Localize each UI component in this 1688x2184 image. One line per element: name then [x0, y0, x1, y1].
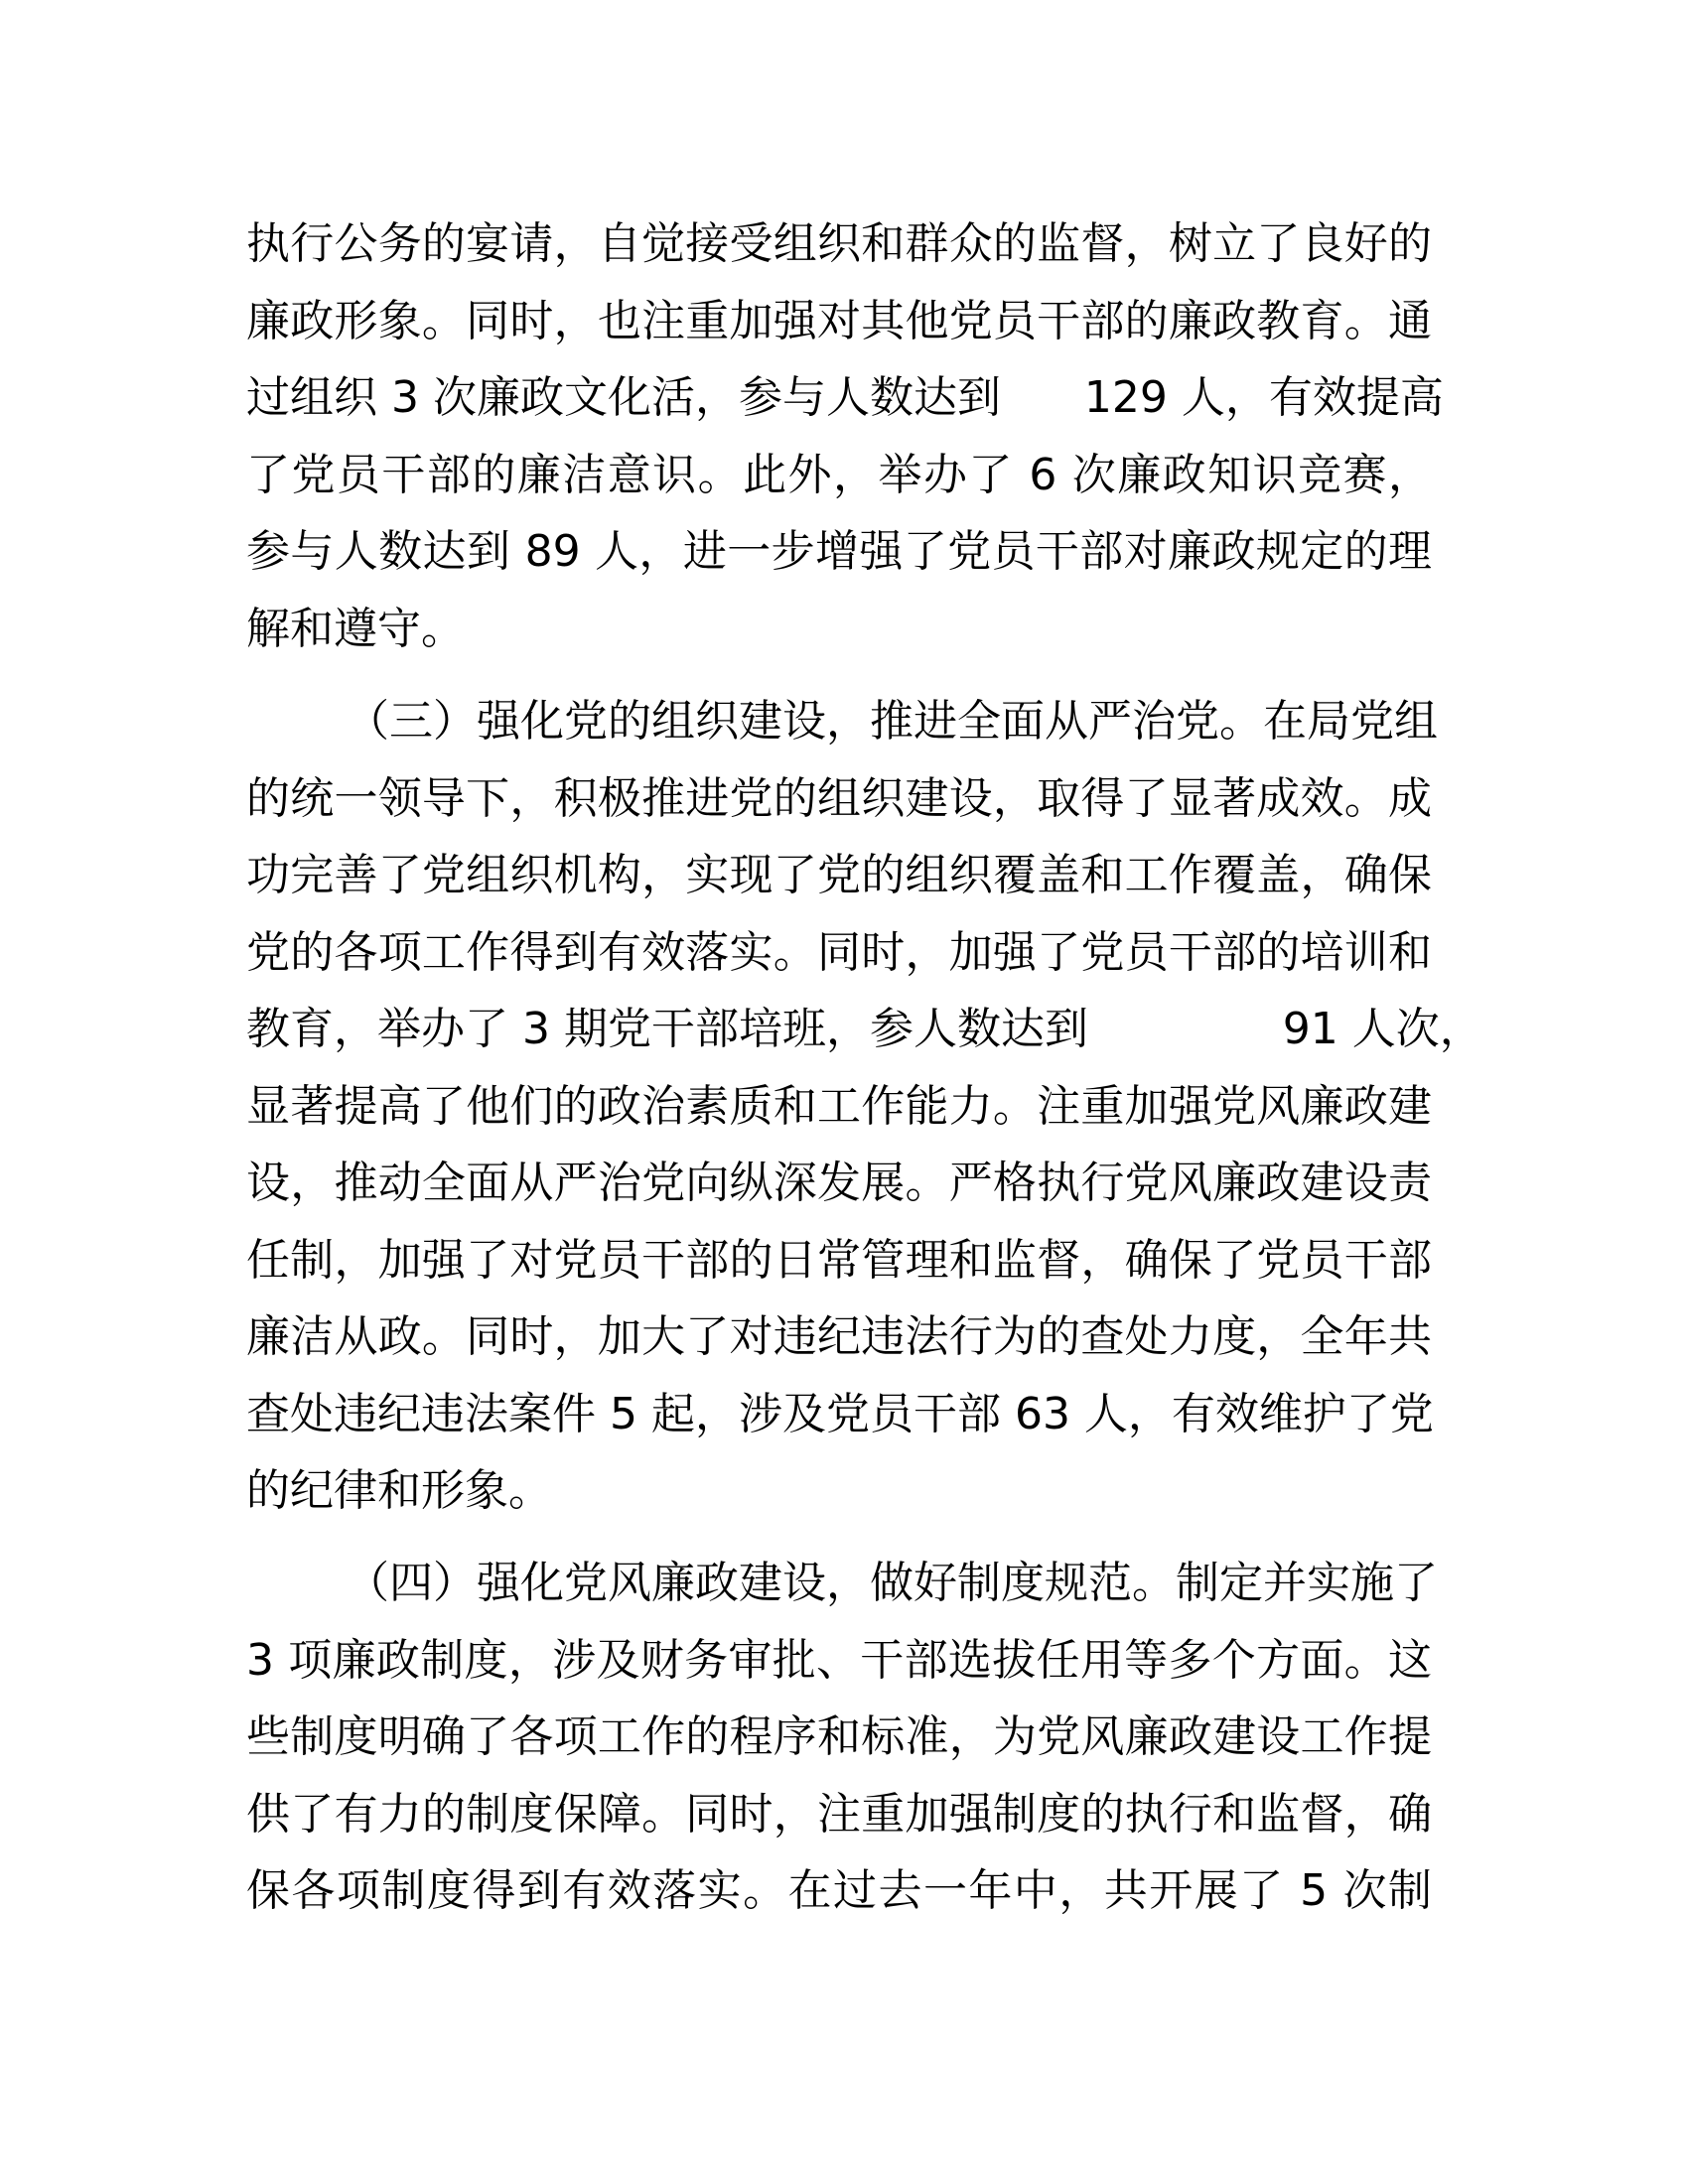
text-line: 过组织 3 次廉政文化活，参与人数达到 129 人，有效提高	[246, 372, 1444, 423]
text-line: 党的各项工作得到有效落实。同时，加强了党员干部的培训和	[246, 927, 1432, 978]
section-heading-line: （四）强化党风廉政建设，做好制度规范。制定并实施了	[346, 1558, 1438, 1608]
text-line: 的纪律和形象。	[246, 1465, 552, 1516]
text-line: 些制度明确了各项工作的程序和标准，为党风廉政建设工作提	[246, 1711, 1432, 1762]
text-line: 显著提高了他们的政治素质和工作能力。注重加强党风廉政建	[246, 1081, 1432, 1132]
text-line: 了党员干部的廉洁意识。此外，举办了 6 次廉政知识竞赛，	[246, 450, 1432, 500]
text-line: 任制，加强了对党员干部的日常管理和监督，确保了党员干部	[246, 1235, 1432, 1286]
text-line: 廉洁从政。同时，加大了对违纪违法行为的查处力度，全年共	[246, 1311, 1432, 1362]
text-line: 查处违纪违法案件 5 起，涉及党员干部 63 人，有效维护了党	[246, 1389, 1434, 1439]
text-line: 廉政形象。同时，也注重加强对其他党员干部的廉政教育。通	[246, 296, 1432, 346]
text-line: 解和遵守。	[246, 604, 465, 654]
text-line: 执行公务的宴请，自觉接受组织和群众的监督，树立了良好的	[246, 218, 1432, 269]
section-heading-line: （三）强化党的组织建设，推进全面从严治党。在局党组	[346, 696, 1438, 747]
text-line: 供了有力的制度保障。同时，注重加强制度的执行和监督，确	[246, 1789, 1432, 1840]
text-line: 的统一领导下，积极推进党的组织建设，取得了显著成效。成	[246, 773, 1432, 824]
text-line: 教育，举办了 3 期党干部培班，参人数达到 91 人次，	[246, 1004, 1483, 1054]
text-line: 设，推动全面从严治党向纵深发展。严格执行党风廉政建设责	[246, 1158, 1432, 1208]
text-line: 保各项制度得到有效落实。在过去一年中，共开展了 5 次制	[246, 1865, 1432, 1916]
text-line: 参与人数达到 89 人，进一步增强了党员干部对廉政规定的理	[246, 526, 1432, 577]
text-line: 功完善了党组织机构，实现了党的组织覆盖和工作覆盖，确保	[246, 850, 1432, 900]
text-line: 3 项廉政制度，涉及财务审批、干部选拔任用等多个方面。这	[246, 1635, 1432, 1686]
